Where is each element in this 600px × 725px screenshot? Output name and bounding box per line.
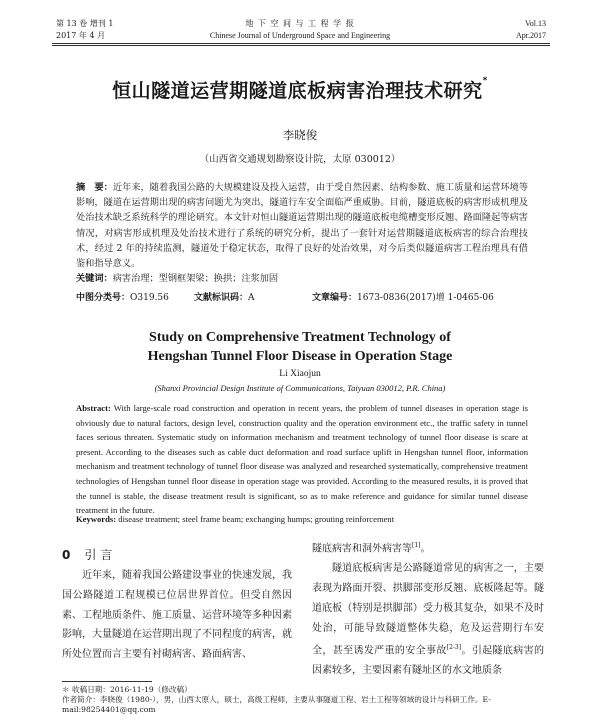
keywords-en-text: disease treatment; steel frame beam; exchanging humps; grouting reinforcement bbox=[118, 514, 395, 524]
classification-line: 中图分类号：O319.56 文献标识码：A 文章编号：1673-0836(2017)增 1-0465-06 bbox=[76, 293, 494, 303]
header-date-en: Apr.2017 bbox=[516, 31, 546, 40]
author-cn: 李晓俊 bbox=[282, 128, 318, 142]
keywords-cn-text: 病害治理；型钢框架梁；换拱；注浆加固 bbox=[112, 273, 279, 284]
header-volume-issue: 第 13 卷 增刊 1 bbox=[56, 19, 114, 28]
header-journal-en: Chinese Journal of Underground Space and Engineering bbox=[209, 31, 391, 40]
intro-right-para-1: 隧底病害和洞外病害等[1]。 bbox=[312, 542, 431, 555]
footnote-author-bio: 作者简介：李晓俊（1980-），男，山西太原人，硕士，高级工程师，主要从事隧道工程、岩土工程等领域的设计与科研工作。E-mail:98254401@qq.com bbox=[62, 695, 491, 714]
section-heading: 0 引言 bbox=[62, 548, 117, 562]
abstract-cn bbox=[76, 180, 528, 271]
header-journal-cn: 地 下 空 间 与 工 程 学 报 bbox=[245, 19, 355, 28]
footnote bbox=[62, 685, 552, 715]
intro-left-column: 近年来，随着我国公路建设事业的快速发展，我国公路隧道工程规模已位居世界首位。但受自然因素、工程地质条件、施工质量、运营环境等多种因素影响，大量隧道在运营期出现了不同程度的病害，就所处位置而言主要有衬砌病害、路面病害、 bbox=[62, 570, 292, 661]
paper-title-cn: 恒山隧道运营期隧道底板病害治理技术研究* bbox=[112, 76, 488, 102]
abstract-cn-label: 摘 要： bbox=[76, 182, 113, 193]
keywords-en bbox=[76, 513, 528, 525]
header-date-cn: 2017 年 4 月 bbox=[56, 31, 106, 40]
abstract-en bbox=[76, 401, 528, 518]
abstract-cn-text: 近年来，随着我国公路的大规模建设及投入运营，由于受自然因素、结构参数、施工质量和运营环境等影响，隧道在运营期出现的病害问题尤为突出，隧道行车安全面临严重威胁。目前，隧道底板的病害形成机理及处治技术缺乏系统科学的理论研究。本文针对恒山隧道运营期出现的隧道底板电缆槽变形反翘、路面隆起等病害情况，对病害形成机理及处治技术进行了系统的研究分析，提出了一套针对运营期隧道底板病害的综合治理技术，经过 2 年的持续监测，隧道处于稳定状态，取得了良好的处治效果，对今后类似隧道病害工程治理具有借鉴和指导意义。 bbox=[76, 182, 529, 270]
affiliation-cn: （山西省交通规划勘察设计院，太原 030012） bbox=[199, 154, 401, 165]
clc-number: O319.56 bbox=[130, 293, 169, 303]
keywords-en-label: Keywords: bbox=[76, 514, 117, 524]
document-code: A bbox=[248, 293, 255, 303]
intro-right-para-2: 隧道底板病害是公路隧道常见的病害之一，主要表现为路面开裂、拱脚部变形反翘、底板隆起等。隧道底板（特别是拱脚部）受力极其复杂，如果不及时处治，可能导致隧道整体失稳，危及运营期行车安全，甚至诱发严重的安全事故[2-3]。引起隧底病害的因素较多，主要因素有隧址区的水文地质条 bbox=[312, 563, 545, 677]
keywords-cn-label: 关键词： bbox=[76, 273, 113, 284]
affiliation-en: (Shanxi Provincial Design Institute of Communications, Taiyuan 030012, P.R. China) bbox=[154, 383, 446, 393]
intro-right-column bbox=[312, 536, 544, 681]
header-vol: Vol.13 bbox=[525, 19, 546, 28]
paper-title-en: Study on Comprehensive Treatment Technology of Hengshan Tunnel Floor Disease in Operation Stage bbox=[147, 330, 453, 364]
footnote-rule bbox=[62, 681, 152, 682]
header-rule-second bbox=[52, 45, 550, 46]
author-en: Li Xiaojun bbox=[279, 369, 321, 379]
keywords-cn bbox=[76, 272, 528, 286]
footnote-received: ＊ 收稿日期：2016-11-19（修改稿） bbox=[62, 685, 192, 694]
abstract-en-label: Abstract: bbox=[76, 403, 111, 413]
abstract-en-text: With large-scale road construction and operation in recent years, the problem of tunnel diseases in operation stage is obviously due to natural factors, design level, construction quality and the operation environment etc., the traffic safety in tunnel faces serious threaten. Systematic study on information mechanism and treatment technology of tunnel floor disease is scare at present. According to the diseases such as cable duct deformation and road surface uplift in Hengshan tunnel floor, information mechanism and treatment technology of tunnel floor disease was analyzed and researched systematically, comprehensive treatment technologies of Hengshan tunnel floor disease in operation stage was provided. According to the measured results, it is proved that the tunnel is stable, the disease treatment result is significant, so as to make reference and guidance for similar tunnel disease treatment in the future. bbox=[76, 403, 528, 516]
article-number: 1673-0836(2017)增 1-0465-06 bbox=[357, 293, 494, 303]
header-rule bbox=[52, 43, 550, 44]
